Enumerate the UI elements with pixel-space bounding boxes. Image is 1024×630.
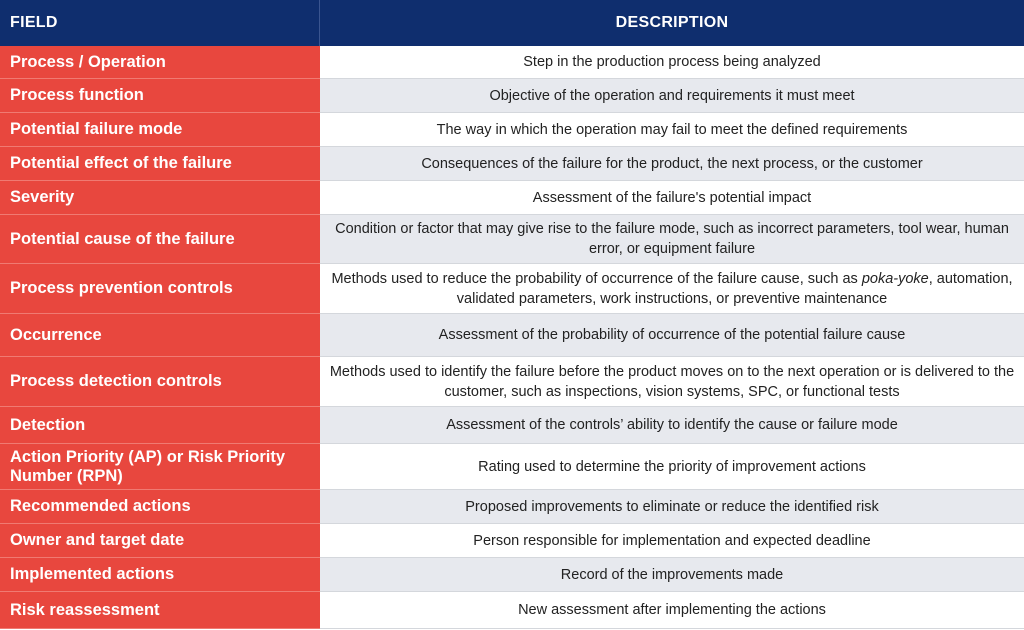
row-description-post: , automation, validated parameters, work instructions, or preventive maintenance — [456, 270, 1013, 307]
header-field: FIELD — [0, 0, 320, 46]
table-row — [0, 181, 1024, 215]
header-description: DESCRIPTION — [615, 14, 729, 31]
row-field: Potential effect of the failure — [0, 147, 320, 181]
row-description: Record of the improvements made — [320, 558, 1024, 591]
row-description: Step in the production process being analyzed — [320, 46, 1024, 78]
row-description: Methods used to identify the failure before the product moves on to the next operation or is delivered to the customer, such as inspections, vision systems, SPC, or functional tests — [320, 357, 1024, 406]
row-field: Implemented actions — [0, 558, 320, 592]
row-description-pre: Methods used to reduce the probability of occurrence of the failure cause, such as — [331, 270, 862, 287]
table-row — [0, 215, 1024, 264]
row-description: The way in which the operation may fail to meet the defined requirements — [320, 113, 1024, 146]
row-field: Severity — [0, 181, 320, 215]
table-row — [0, 314, 1024, 357]
row-description — [320, 264, 1024, 313]
table-row — [0, 79, 1024, 113]
row-description: Condition or factor that may give rise to the failure mode, such as incorrect parameters, tool wear, human error, or equipment failure — [320, 215, 1024, 263]
row-description: Consequences of the failure for the product, the next process, or the customer — [320, 147, 1024, 180]
table-row — [0, 558, 1024, 592]
row-description: Assessment of the controls’ ability to identify the cause or failure mode — [320, 407, 1024, 443]
row-description: Person responsible for implementation and expected deadline — [320, 524, 1024, 557]
table-header — [0, 0, 1024, 46]
table-row — [0, 264, 1024, 314]
row-description: Rating used to determine the priority of improvement actions — [320, 444, 1024, 489]
table-row — [0, 113, 1024, 147]
row-description: Proposed improvements to eliminate or reduce the identified risk — [320, 490, 1024, 523]
row-field: Action Priority (AP) or Risk Priority Number (RPN) — [0, 444, 320, 490]
row-field: Detection — [0, 407, 320, 444]
table-row — [0, 490, 1024, 524]
table-row — [0, 444, 1024, 490]
table-body — [0, 46, 1024, 630]
table-row — [0, 524, 1024, 558]
table-row — [0, 592, 1024, 629]
row-description-emphasis: poka-yoke — [861, 270, 929, 287]
row-field: Potential failure mode — [0, 113, 320, 147]
row-field: Owner and target date — [0, 524, 320, 558]
table-row — [0, 357, 1024, 407]
table-row — [0, 147, 1024, 181]
table-row — [0, 46, 1024, 79]
row-field: Process / Operation — [0, 46, 320, 79]
row-field: Process function — [0, 79, 320, 113]
row-description: Objective of the operation and requirements it must meet — [320, 79, 1024, 112]
row-description: New assessment after implementing the actions — [320, 592, 1024, 628]
row-description: Assessment of the failure's potential impact — [320, 181, 1024, 214]
row-field: Recommended actions — [0, 490, 320, 524]
row-field: Process detection controls — [0, 357, 320, 407]
table-row — [0, 407, 1024, 444]
row-field: Occurrence — [0, 314, 320, 357]
row-field: Potential cause of the failure — [0, 215, 320, 264]
row-field: Process prevention controls — [0, 264, 320, 314]
row-description: Assessment of the probability of occurrence of the potential failure cause — [320, 314, 1024, 356]
row-field: Risk reassessment — [0, 592, 320, 629]
